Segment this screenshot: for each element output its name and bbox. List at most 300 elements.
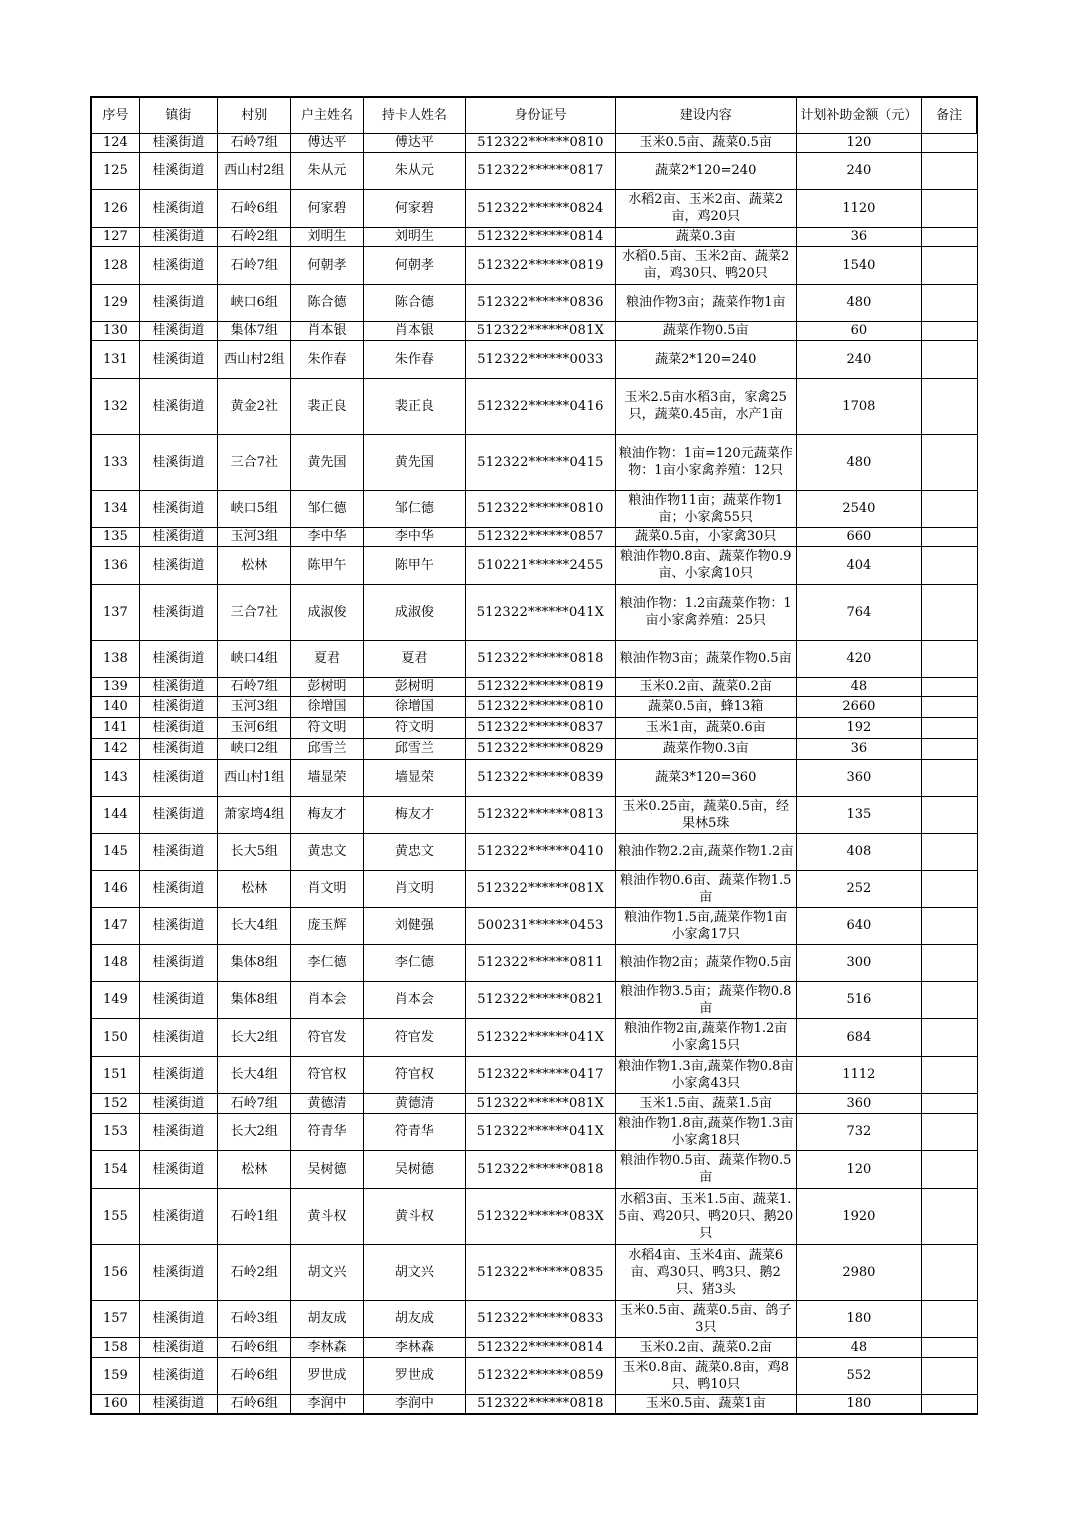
cell-seq: 131: [91, 340, 139, 378]
cell-village: 长大5组: [218, 833, 291, 870]
cell-town: 桂溪街道: [139, 321, 217, 340]
cell-cardholder: 刘明生: [363, 227, 465, 246]
cell-seq: 159: [91, 1357, 139, 1394]
cell-note: [922, 1244, 977, 1300]
cell-amount: 36: [796, 227, 922, 246]
cell-content: 玉米0.25亩，蔬菜0.5亩，经果林5珠: [615, 796, 796, 833]
cell-cardholder: 罗世成: [363, 1357, 465, 1394]
cell-id-number: 512322******0813: [466, 796, 616, 833]
cell-village: 集体8组: [218, 981, 291, 1018]
cell-amount: 640: [796, 907, 922, 944]
table-row: [91, 696, 977, 717]
cell-town: 桂溪街道: [139, 1394, 217, 1414]
cell-content: 粮油作物3.5亩；蔬菜作物0.8亩: [615, 981, 796, 1018]
cell-household-head: 梅友才: [291, 796, 363, 833]
cell-household-head: 陈甲午: [291, 546, 363, 584]
cell-household-head: 邹仁德: [291, 490, 363, 527]
cell-content: 玉米0.5亩、蔬菜0.5亩、鸽子3只: [615, 1300, 796, 1337]
table-row: [91, 1244, 977, 1300]
cell-household-head: 黄忠文: [291, 833, 363, 870]
cell-town: 桂溪街道: [139, 796, 217, 833]
cell-seq: 135: [91, 527, 139, 546]
cell-village: 长大4组: [218, 1056, 291, 1093]
cell-cardholder: 黄忠文: [363, 833, 465, 870]
cell-town: 桂溪街道: [139, 284, 217, 321]
table-row: [91, 944, 977, 981]
cell-id-number: 512322******0837: [466, 717, 616, 738]
cell-content: 粮油作物11亩；蔬菜作物1亩；小家禽55只: [615, 490, 796, 527]
cell-id-number: 512322******0835: [466, 1244, 616, 1300]
cell-seq: 139: [91, 677, 139, 696]
cell-cardholder: 徐增国: [363, 696, 465, 717]
table-row: [91, 1093, 977, 1113]
cell-note: [922, 1093, 977, 1113]
cell-village: 石岭7组: [218, 1093, 291, 1113]
cell-content: 玉米0.5亩、蔬菜1亩: [615, 1394, 796, 1414]
cell-seq: 147: [91, 907, 139, 944]
cell-village: 石岭6组: [218, 1337, 291, 1357]
cell-cardholder: 黄先国: [363, 434, 465, 490]
cell-household-head: 朱从元: [291, 152, 363, 189]
cell-cardholder: 陈合德: [363, 284, 465, 321]
cell-id-number: 512322******041X: [466, 584, 616, 640]
cell-note: [922, 1188, 977, 1244]
table-row: [91, 152, 977, 189]
cell-cardholder: 陈甲午: [363, 546, 465, 584]
cell-village: 石岭3组: [218, 1300, 291, 1337]
cell-note: [922, 1394, 977, 1414]
cell-household-head: 罗世成: [291, 1357, 363, 1394]
cell-content: 粮油作物1.8亩,蔬菜作物1.3亩小家禽18只: [615, 1113, 796, 1150]
cell-id-number: 512322******0817: [466, 152, 616, 189]
cell-content: 粮油作物3亩；蔬菜作物1亩: [615, 284, 796, 321]
cell-town: 桂溪街道: [139, 677, 217, 696]
table-row: [91, 246, 977, 284]
cell-amount: 60: [796, 321, 922, 340]
cell-seq: 155: [91, 1188, 139, 1244]
table-row: [91, 189, 977, 227]
cell-town: 桂溪街道: [139, 378, 217, 434]
cell-content: 粮油作物0.8亩、蔬菜作物0.9亩、小家禽10只: [615, 546, 796, 584]
cell-village: 西山村2组: [218, 340, 291, 378]
cell-household-head: 朱作春: [291, 340, 363, 378]
cell-cardholder: 成淑俊: [363, 584, 465, 640]
cell-content: 粮油作物2亩,蔬菜作物1.2亩小家禽15只: [615, 1018, 796, 1056]
cell-seq: 143: [91, 759, 139, 796]
cell-note: [922, 490, 977, 527]
cell-cardholder: 符官权: [363, 1056, 465, 1093]
cell-village: 峡口5组: [218, 490, 291, 527]
cell-town: 桂溪街道: [139, 152, 217, 189]
cell-cardholder: 何朝孝: [363, 246, 465, 284]
cell-content: 水稻0.5亩、玉米2亩、蔬菜2亩，鸡30只、鸭20只: [615, 246, 796, 284]
cell-id-number: 512322******0821: [466, 981, 616, 1018]
table-row: [91, 1150, 977, 1188]
cell-town: 桂溪街道: [139, 227, 217, 246]
cell-note: [922, 677, 977, 696]
table-row: [91, 870, 977, 907]
cell-household-head: 成淑俊: [291, 584, 363, 640]
cell-id-number: 512322******0811: [466, 944, 616, 981]
cell-town: 桂溪街道: [139, 1357, 217, 1394]
cell-content: 蔬菜作物0.5亩: [615, 321, 796, 340]
cell-note: [922, 340, 977, 378]
cell-village: 西山村2组: [218, 152, 291, 189]
table-row: [91, 738, 977, 759]
cell-id-number: 512322******0814: [466, 1337, 616, 1357]
cell-town: 桂溪街道: [139, 1337, 217, 1357]
cell-cardholder: 吴树德: [363, 1150, 465, 1188]
cell-village: 石岭6组: [218, 1357, 291, 1394]
cell-note: [922, 1357, 977, 1394]
cell-village: 长大4组: [218, 907, 291, 944]
table-body: [91, 133, 977, 1414]
cell-id-number: 512322******0033: [466, 340, 616, 378]
table-row: [91, 796, 977, 833]
cell-id-number: 512322******0810: [466, 490, 616, 527]
cell-town: 桂溪街道: [139, 981, 217, 1018]
cell-content: 蔬菜0.5亩，蜂13箱: [615, 696, 796, 717]
cell-amount: 48: [796, 1337, 922, 1357]
cell-village: 松林: [218, 870, 291, 907]
cell-note: [922, 189, 977, 227]
cell-town: 桂溪街道: [139, 246, 217, 284]
cell-content: 水稻3亩、玉米1.5亩、蔬菜1.5亩、鸡20只、鸭20只、鹅20只: [615, 1188, 796, 1244]
cell-amount: 48: [796, 677, 922, 696]
cell-id-number: 512322******0839: [466, 759, 616, 796]
cell-village: 峡口2组: [218, 738, 291, 759]
cell-id-number: 512322******041X: [466, 1113, 616, 1150]
cell-amount: 408: [796, 833, 922, 870]
cell-id-number: 512322******0833: [466, 1300, 616, 1337]
cell-note: [922, 796, 977, 833]
cell-village: 玉河3组: [218, 696, 291, 717]
cell-cardholder: 邹仁德: [363, 490, 465, 527]
cell-household-head: 墙显荣: [291, 759, 363, 796]
cell-content: 玉米0.2亩、蔬菜0.2亩: [615, 1337, 796, 1357]
cell-amount: 180: [796, 1394, 922, 1414]
cell-seq: 151: [91, 1056, 139, 1093]
cell-amount: 180: [796, 1300, 922, 1337]
cell-household-head: 符青华: [291, 1113, 363, 1150]
cell-amount: 1708: [796, 378, 922, 434]
cell-village: 松林: [218, 546, 291, 584]
header-id-number: 身份证号: [466, 97, 616, 133]
cell-household-head: 李林森: [291, 1337, 363, 1357]
table-row: [91, 490, 977, 527]
cell-household-head: 邱雪兰: [291, 738, 363, 759]
cell-note: [922, 833, 977, 870]
cell-seq: 130: [91, 321, 139, 340]
cell-household-head: 何朝孝: [291, 246, 363, 284]
table-row: [91, 677, 977, 696]
cell-content: 蔬菜0.3亩: [615, 227, 796, 246]
cell-cardholder: 朱作春: [363, 340, 465, 378]
cell-cardholder: 何家碧: [363, 189, 465, 227]
cell-cardholder: 黄斗权: [363, 1188, 465, 1244]
cell-note: [922, 1018, 977, 1056]
cell-town: 桂溪街道: [139, 490, 217, 527]
cell-cardholder: 刘健强: [363, 907, 465, 944]
cell-content: 粮油作物2亩；蔬菜作物0.5亩: [615, 944, 796, 981]
cell-id-number: 512322******0819: [466, 246, 616, 284]
cell-id-number: 512322******0859: [466, 1357, 616, 1394]
cell-household-head: 陈合德: [291, 284, 363, 321]
table-row: [91, 284, 977, 321]
table-row: [91, 321, 977, 340]
cell-id-number: 512322******081X: [466, 1093, 616, 1113]
cell-amount: 2540: [796, 490, 922, 527]
cell-seq: 134: [91, 490, 139, 527]
cell-village: 西山村1组: [218, 759, 291, 796]
cell-id-number: 512322******0824: [466, 189, 616, 227]
cell-village: 萧家塆4组: [218, 796, 291, 833]
cell-note: [922, 133, 977, 152]
cell-id-number: 510221******2455: [466, 546, 616, 584]
cell-content: 水稻2亩、玉米2亩、蔬菜2亩，鸡20只: [615, 189, 796, 227]
cell-village: 集体7组: [218, 321, 291, 340]
cell-household-head: 傅达平: [291, 133, 363, 152]
cell-household-head: 李中华: [291, 527, 363, 546]
cell-village: 石岭7组: [218, 133, 291, 152]
cell-seq: 140: [91, 696, 139, 717]
cell-content: 玉米1亩，蔬菜0.6亩: [615, 717, 796, 738]
cell-town: 桂溪街道: [139, 189, 217, 227]
cell-note: [922, 944, 977, 981]
cell-seq: 145: [91, 833, 139, 870]
cell-content: 粮油作物3亩；蔬菜作物0.5亩: [615, 640, 796, 677]
cell-village: 石岭2组: [218, 227, 291, 246]
cell-amount: 1112: [796, 1056, 922, 1093]
cell-id-number: 512322******0857: [466, 527, 616, 546]
cell-cardholder: 夏君: [363, 640, 465, 677]
cell-note: [922, 378, 977, 434]
cell-seq: 157: [91, 1300, 139, 1337]
cell-note: [922, 696, 977, 717]
cell-content: 玉米0.2亩、蔬菜0.2亩: [615, 677, 796, 696]
cell-town: 桂溪街道: [139, 133, 217, 152]
cell-content: 水稻4亩、玉米4亩、蔬菜6亩、鸡30只、鸭3只、鹅2只、猪3头: [615, 1244, 796, 1300]
cell-household-head: 肖本银: [291, 321, 363, 340]
cell-cardholder: 肖文明: [363, 870, 465, 907]
cell-town: 桂溪街道: [139, 1188, 217, 1244]
cell-content: 玉米2.5亩水稻3亩，家禽25只，蔬菜0.45亩，水产1亩: [615, 378, 796, 434]
cell-content: 粮油作物2.2亩,蔬菜作物1.2亩: [615, 833, 796, 870]
table-row: [91, 1113, 977, 1150]
cell-seq: 137: [91, 584, 139, 640]
cell-content: 蔬菜作物0.3亩: [615, 738, 796, 759]
cell-cardholder: 李润中: [363, 1394, 465, 1414]
cell-town: 桂溪街道: [139, 870, 217, 907]
cell-id-number: 512322******081X: [466, 870, 616, 907]
cell-town: 桂溪街道: [139, 1093, 217, 1113]
cell-content: 粮油作物：1.2亩蔬菜作物：1亩小家禽养殖：25只: [615, 584, 796, 640]
cell-seq: 142: [91, 738, 139, 759]
cell-town: 桂溪街道: [139, 833, 217, 870]
cell-cardholder: 李中华: [363, 527, 465, 546]
cell-amount: 660: [796, 527, 922, 546]
cell-household-head: 符官权: [291, 1056, 363, 1093]
cell-seq: 158: [91, 1337, 139, 1357]
cell-seq: 144: [91, 796, 139, 833]
cell-town: 桂溪街道: [139, 1244, 217, 1300]
cell-amount: 360: [796, 759, 922, 796]
cell-id-number: 512322******0416: [466, 378, 616, 434]
cell-cardholder: 李林森: [363, 1337, 465, 1357]
cell-note: [922, 584, 977, 640]
cell-note: [922, 1337, 977, 1357]
cell-village: 石岭2组: [218, 1244, 291, 1300]
cell-seq: 148: [91, 944, 139, 981]
header-cardholder: 持卡人姓名: [363, 97, 465, 133]
cell-id-number: 512322******081X: [466, 321, 616, 340]
table-row: [91, 434, 977, 490]
cell-household-head: 胡友成: [291, 1300, 363, 1337]
cell-cardholder: 肖本银: [363, 321, 465, 340]
cell-note: [922, 907, 977, 944]
cell-id-number: 512322******0814: [466, 227, 616, 246]
cell-note: [922, 321, 977, 340]
cell-id-number: 500231******0453: [466, 907, 616, 944]
cell-town: 桂溪街道: [139, 696, 217, 717]
table-row: [91, 833, 977, 870]
cell-village: 石岭1组: [218, 1188, 291, 1244]
cell-note: [922, 981, 977, 1018]
cell-amount: 360: [796, 1093, 922, 1113]
cell-seq: 126: [91, 189, 139, 227]
cell-seq: 129: [91, 284, 139, 321]
cell-seq: 153: [91, 1113, 139, 1150]
table-row: [91, 1018, 977, 1056]
cell-note: [922, 1056, 977, 1093]
cell-id-number: 512322******041X: [466, 1018, 616, 1056]
cell-village: 三合7社: [218, 584, 291, 640]
cell-amount: 120: [796, 133, 922, 152]
cell-town: 桂溪街道: [139, 1150, 217, 1188]
cell-seq: 136: [91, 546, 139, 584]
header-village: 村别: [218, 97, 291, 133]
cell-household-head: 黄斗权: [291, 1188, 363, 1244]
cell-note: [922, 1113, 977, 1150]
cell-household-head: 胡文兴: [291, 1244, 363, 1300]
table-row: [91, 227, 977, 246]
cell-amount: 732: [796, 1113, 922, 1150]
cell-note: [922, 759, 977, 796]
table-row: [91, 1357, 977, 1394]
header-seq: 序号: [91, 97, 139, 133]
cell-town: 桂溪街道: [139, 434, 217, 490]
cell-note: [922, 717, 977, 738]
cell-town: 桂溪街道: [139, 340, 217, 378]
cell-town: 桂溪街道: [139, 738, 217, 759]
cell-village: 玉河3组: [218, 527, 291, 546]
cell-cardholder: 符文明: [363, 717, 465, 738]
cell-seq: 149: [91, 981, 139, 1018]
cell-household-head: 符官发: [291, 1018, 363, 1056]
cell-village: 石岭7组: [218, 246, 291, 284]
header-note: 备注: [922, 97, 977, 133]
cell-seq: 150: [91, 1018, 139, 1056]
table-row: [91, 378, 977, 434]
cell-village: 松林: [218, 1150, 291, 1188]
cell-cardholder: 朱从元: [363, 152, 465, 189]
cell-id-number: 512322******0819: [466, 677, 616, 696]
cell-village: 三合7社: [218, 434, 291, 490]
cell-town: 桂溪街道: [139, 640, 217, 677]
table-row: [91, 584, 977, 640]
cell-id-number: 512322******0836: [466, 284, 616, 321]
cell-cardholder: 符官发: [363, 1018, 465, 1056]
cell-note: [922, 434, 977, 490]
cell-amount: 684: [796, 1018, 922, 1056]
cell-cardholder: 李仁德: [363, 944, 465, 981]
cell-amount: 300: [796, 944, 922, 981]
cell-content: 玉米0.8亩、蔬菜0.8亩，鸡8只、鸭10只: [615, 1357, 796, 1394]
cell-id-number: 512322******083X: [466, 1188, 616, 1244]
cell-content: 粮油作物0.6亩、蔬菜作物1.5亩: [615, 870, 796, 907]
subsidy-table: [90, 96, 978, 1415]
cell-town: 桂溪街道: [139, 546, 217, 584]
cell-amount: 135: [796, 796, 922, 833]
table-row: [91, 133, 977, 152]
cell-village: 石岭6组: [218, 1394, 291, 1414]
cell-id-number: 512322******0415: [466, 434, 616, 490]
cell-cardholder: 肖本会: [363, 981, 465, 1018]
cell-cardholder: 墙显荣: [363, 759, 465, 796]
cell-household-head: 吴树德: [291, 1150, 363, 1188]
cell-content: 玉米1.5亩、蔬菜1.5亩: [615, 1093, 796, 1113]
cell-village: 玉河6组: [218, 717, 291, 738]
header-amount: 计划补助金额（元）: [796, 97, 922, 133]
cell-amount: 36: [796, 738, 922, 759]
cell-seq: 127: [91, 227, 139, 246]
cell-household-head: 李润中: [291, 1394, 363, 1414]
cell-id-number: 512322******0810: [466, 133, 616, 152]
cell-cardholder: 梅友才: [363, 796, 465, 833]
cell-seq: 154: [91, 1150, 139, 1188]
cell-content: 蔬菜2*120=240: [615, 340, 796, 378]
cell-note: [922, 738, 977, 759]
cell-household-head: 夏君: [291, 640, 363, 677]
table-row: [91, 1394, 977, 1414]
table-row: [91, 527, 977, 546]
cell-note: [922, 284, 977, 321]
cell-household-head: 刘明生: [291, 227, 363, 246]
cell-seq: 138: [91, 640, 139, 677]
cell-seq: 133: [91, 434, 139, 490]
table-row: [91, 340, 977, 378]
header-town: 镇街: [139, 97, 217, 133]
cell-note: [922, 152, 977, 189]
cell-content: 蔬菜2*120=240: [615, 152, 796, 189]
cell-cardholder: 彭树明: [363, 677, 465, 696]
cell-id-number: 512322******0410: [466, 833, 616, 870]
cell-cardholder: 符青华: [363, 1113, 465, 1150]
cell-amount: 1920: [796, 1188, 922, 1244]
table-row: [91, 717, 977, 738]
cell-household-head: 何家碧: [291, 189, 363, 227]
cell-seq: 152: [91, 1093, 139, 1113]
cell-amount: 1540: [796, 246, 922, 284]
cell-content: 粮油作物：1亩=120元蔬菜作物：1亩小家禽养殖：12只: [615, 434, 796, 490]
cell-seq: 132: [91, 378, 139, 434]
cell-household-head: 李仁德: [291, 944, 363, 981]
cell-town: 桂溪街道: [139, 759, 217, 796]
cell-amount: 764: [796, 584, 922, 640]
cell-seq: 146: [91, 870, 139, 907]
cell-content: 蔬菜0.5亩，小家禽30只: [615, 527, 796, 546]
cell-amount: 516: [796, 981, 922, 1018]
